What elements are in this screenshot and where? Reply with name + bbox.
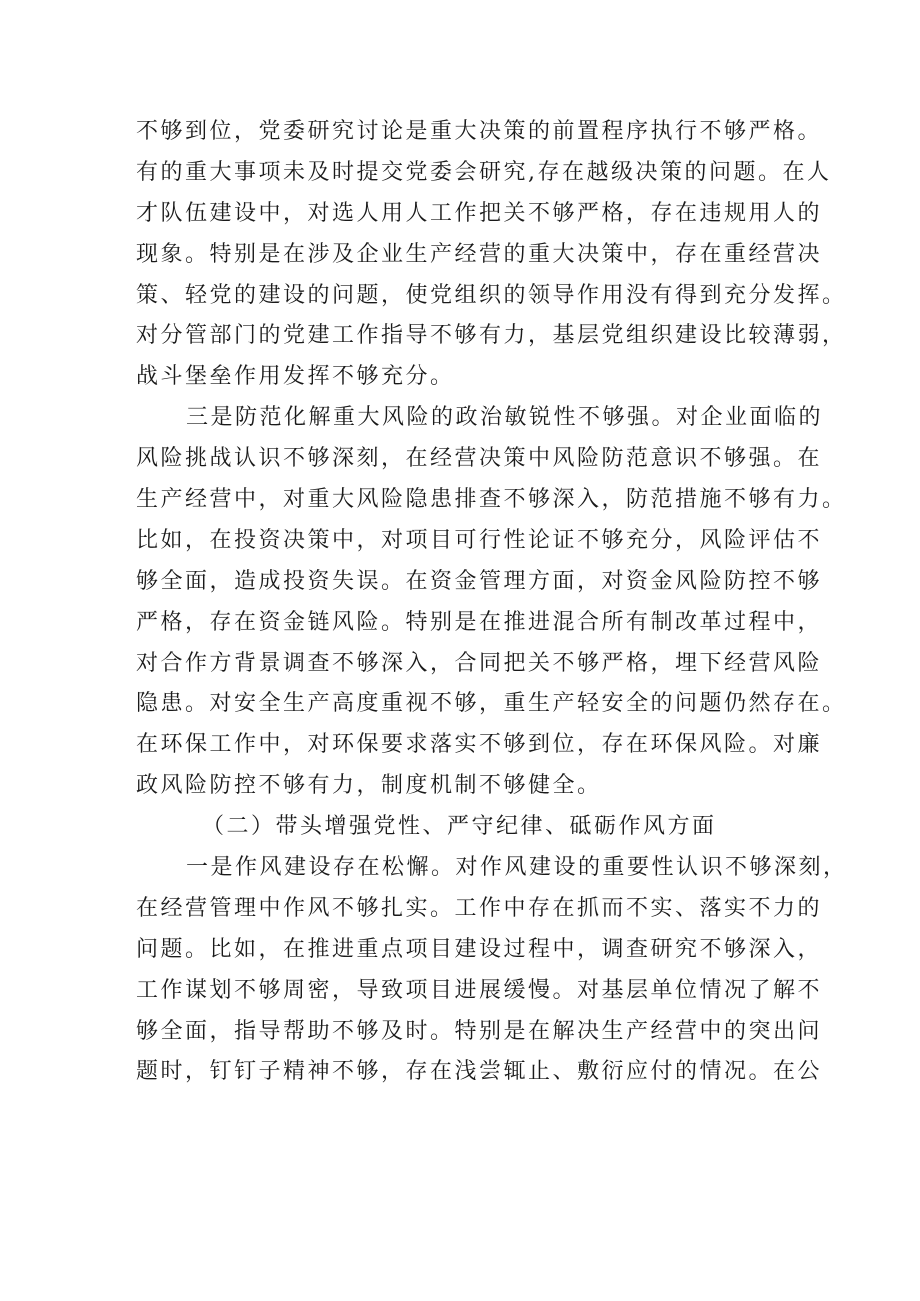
text-line: 够全面，造成投资失误。在资金管理方面，对资金风险防控不够 [136, 568, 823, 594]
text-line: 在经营管理中作风不够扎实。工作中存在抓而不实、落实不力的 [136, 895, 823, 921]
text-line: 才队伍建设中，对选人用人工作把关不够严格，存在违规用人的 [136, 200, 823, 226]
paragraph-start-line: 一是作风建设存在松懈。对作风建设的重要性认识不够深刻， [186, 855, 848, 881]
text-line: 工作谋划不够周密，导致项目进展缓慢。对基层单位情况了解不 [136, 977, 823, 1003]
text-line: 战斗堡垒作用发挥不够充分。 [136, 364, 455, 390]
text-line: 隐患。对安全生产高度重视不够，重生产轻安全的问题仍然存在。 [136, 691, 847, 717]
text-line: 比如，在投资决策中，对项目可行性论证不够充分，风险评估不 [136, 527, 823, 553]
text-line: 严格，存在资金链风险。特别是在推进混合所有制改革过程中， [136, 609, 823, 635]
text-line: 问题。比如，在推进重点项目建设过程中，调查研究不够深入， [136, 936, 823, 962]
text-line: 对合作方背景调查不够深入，合同把关不够严格，埋下经营风险 [136, 650, 823, 676]
text-line: 政风险防控不够有力，制度机制不够健全。 [136, 773, 602, 799]
text-line: 够全面，指导帮助不够及时。特别是在解决生产经营中的突出问 [136, 1018, 823, 1044]
text-line: 生产经营中，对重大风险隐患排查不够深入，防范措施不够有力。 [136, 487, 847, 513]
text-line: 在环保工作中，对环保要求落实不够到位，存在环保风险。对廉 [136, 732, 823, 758]
text-line: 对分管部门的党建工作指导不够有力，基层党组织建设比较薄弱， [136, 323, 847, 349]
document-body [136, 112, 848, 1093]
text-line: 题时，钉钉子精神不够，存在浅尝辄止、敷衍应付的情况。在公 [136, 1059, 823, 1085]
text-line: 风险挑战认识不够深刻，在经营决策中风险防范意识不够强。在 [136, 446, 823, 472]
text-line: 不够到位，党委研究讨论是重大决策的前置程序执行不够严格。 [136, 119, 823, 144]
text-line: 策、轻党的建设的问题，使党组织的领导作用没有得到充分发挥。 [136, 282, 847, 308]
text-line: 有的重大事项未及时提交党委会研究,存在越级决策的问题。在人 [136, 159, 832, 185]
paragraph-start-line: 三是防范化解重大风险的政治敏锐性不够强。对企业面临的 [186, 405, 824, 431]
section-heading: （二）带头增强党性、严守纪律、砥砺作风方面 [202, 814, 717, 840]
text-line: 现象。特别是在涉及企业生产经营的重大决策中，存在重经营决 [136, 241, 823, 267]
